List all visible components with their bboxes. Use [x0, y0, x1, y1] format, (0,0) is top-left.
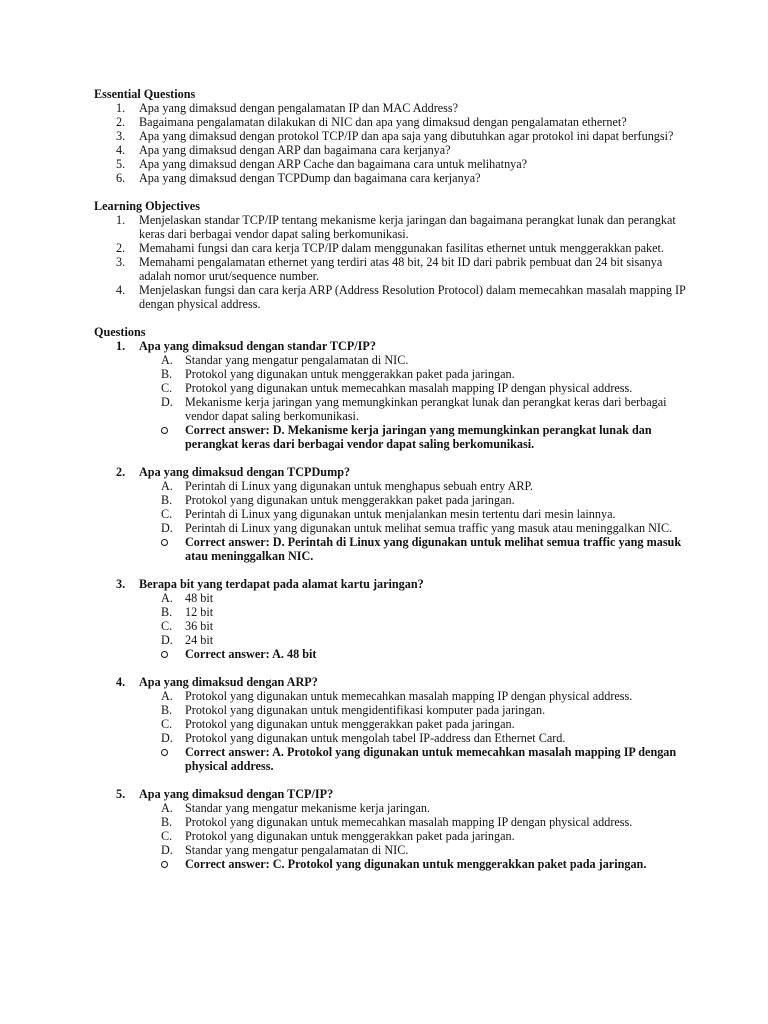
- item-text: Apa yang dimaksud dengan pengalamatan IP dan MAC Address?: [139, 101, 459, 115]
- option-item: [139, 605, 694, 619]
- option-letter: C.: [161, 381, 173, 395]
- item-number: 3.: [116, 129, 126, 143]
- question-number: 2.: [116, 465, 126, 479]
- question-text: Apa yang dimaksud dengan standar TCP/IP?: [139, 339, 376, 353]
- option-letter: C.: [161, 717, 173, 731]
- option-item: [139, 829, 694, 843]
- option-letter: D.: [161, 843, 173, 857]
- essential-questions-section: [94, 87, 694, 185]
- option-letter: A.: [161, 801, 173, 815]
- option-letter: A.: [161, 689, 173, 703]
- option-text: Standar yang mengatur pengalamatan di NIC.: [185, 353, 409, 367]
- item-number: 2.: [116, 241, 126, 255]
- list-item: [94, 255, 694, 283]
- option-text: Protokol yang digunakan untuk mengolah tabel IP-address dan Ethernet Card.: [185, 731, 566, 745]
- answer-text: Correct answer: D. Perintah di Linux yang digunakan untuk melihat semua traffic yang masuk atau meninggalkan NIC.: [185, 535, 682, 563]
- item-number: 2.: [116, 115, 126, 129]
- item-number: 1.: [116, 101, 126, 115]
- question-text: Apa yang dimaksud dengan ARP?: [139, 675, 318, 689]
- list-item: [94, 129, 694, 143]
- item-text: Apa yang dimaksud dengan ARP Cache dan bagaimana cara untuk melihatnya?: [139, 157, 528, 171]
- item-number: 5.: [116, 157, 126, 171]
- option-letter: D.: [161, 633, 173, 647]
- option-item: [139, 381, 694, 395]
- options-list: [139, 801, 694, 871]
- option-text: Perintah di Linux yang digunakan untuk menjalankan mesin tertentu dari mesin lainnya.: [185, 507, 616, 521]
- option-text: Protokol yang digunakan untuk mengidentifikasi komputer pada jaringan.: [185, 703, 546, 717]
- item-text: Apa yang dimaksud dengan ARP dan bagaimana cara kerjanya?: [139, 143, 451, 157]
- question-item: [94, 339, 694, 451]
- correct-answer: [139, 857, 694, 871]
- questions-heading: Questions: [94, 325, 146, 339]
- question-number: 4.: [116, 675, 126, 689]
- question-text: Apa yang dimaksud dengan TCPDump?: [139, 465, 351, 479]
- option-item: [139, 703, 694, 717]
- option-item: [139, 493, 694, 507]
- list-item: [94, 283, 694, 311]
- correct-answer: [139, 745, 694, 773]
- list-item: [94, 101, 694, 115]
- item-number: 4.: [116, 283, 126, 297]
- option-text: 48 bit: [185, 591, 214, 605]
- option-text: Perintah di Linux yang digunakan untuk menghapus sebuah entry ARP.: [185, 479, 533, 493]
- question-number: 5.: [116, 787, 126, 801]
- option-letter: B.: [161, 703, 173, 717]
- list-item: [94, 241, 694, 255]
- item-text: Apa yang dimaksud dengan protokol TCP/IP dan apa saja yang dibutuhkan agar protokol ini dapat berfungsi?: [139, 129, 674, 143]
- option-text: Standar yang mengatur mekanisme kerja jaringan.: [185, 801, 431, 815]
- option-text: Protokol yang digunakan untuk menggerakkan paket pada jaringan.: [185, 367, 515, 381]
- option-letter: A.: [161, 353, 173, 367]
- option-text: Protokol yang digunakan untuk menggerakkan paket pada jaringan.: [185, 717, 515, 731]
- option-text: Standar yang mengatur pengalamatan di NIC.: [185, 843, 409, 857]
- option-text: Mekanisme kerja jaringan yang memungkinkan perangkat lunak dan perangkat keras dari berbagai vendor dapat saling berkomunikasi.: [185, 395, 667, 423]
- option-item: [139, 815, 694, 829]
- option-letter: B.: [161, 367, 173, 381]
- question-item: [94, 577, 694, 661]
- answer-text: Correct answer: D. Mekanisme kerja jaringan yang memungkinkan perangkat lunak dan perangkat keras dari berbagai vendor dapat saling berkomunikasi.: [185, 423, 652, 451]
- option-letter: A.: [161, 479, 173, 493]
- bullet-circle-icon: [161, 427, 168, 434]
- option-item: [139, 507, 694, 521]
- option-letter: D.: [161, 395, 173, 409]
- questions-list: [94, 339, 694, 871]
- bullet-circle-icon: [161, 651, 168, 658]
- options-list: [139, 353, 694, 451]
- option-item: [139, 619, 694, 633]
- item-text: Memahami fungsi dan cara kerja TCP/IP dalam menggunakan fasilitas ethernet untuk menggerakkan paket.: [139, 241, 664, 255]
- list-item: [94, 115, 694, 129]
- question-number: 1.: [116, 339, 126, 353]
- correct-answer: [139, 647, 694, 661]
- item-text: Menjelaskan fungsi dan cara kerja ARP (Address Resolution Protocol) dalam memecahkan masalah mapping IP dengan physical address.: [139, 283, 686, 311]
- option-letter: C.: [161, 619, 173, 633]
- options-list: [139, 479, 694, 563]
- bullet-circle-icon: [161, 749, 168, 756]
- item-number: 1.: [116, 213, 126, 227]
- option-text: Protokol yang digunakan untuk memecahkan masalah mapping IP dengan physical address.: [185, 815, 633, 829]
- correct-answer: [139, 535, 694, 563]
- option-letter: C.: [161, 829, 173, 843]
- option-item: [139, 367, 694, 381]
- option-item: [139, 395, 694, 423]
- options-list: [139, 689, 694, 773]
- options-list: [139, 591, 694, 661]
- option-text: Protokol yang digunakan untuk menggerakkan paket pada jaringan.: [185, 493, 515, 507]
- list-item: [94, 213, 694, 241]
- document-page: [94, 87, 694, 885]
- bullet-circle-icon: [161, 861, 168, 868]
- option-letter: B.: [161, 815, 173, 829]
- option-letter: D.: [161, 731, 173, 745]
- list-item: [94, 171, 694, 185]
- item-number: 4.: [116, 143, 126, 157]
- answer-text: Correct answer: C. Protokol yang digunakan untuk menggerakkan paket pada jaringan.: [185, 857, 647, 871]
- item-text: Bagaimana pengalamatan dilakukan di NIC dan apa yang dimaksud dengan pengalamatan ethernet?: [139, 115, 627, 129]
- option-item: [139, 521, 694, 535]
- option-item: [139, 633, 694, 647]
- option-text: 24 bit: [185, 633, 214, 647]
- option-item: [139, 353, 694, 367]
- item-number: 6.: [116, 171, 126, 185]
- bullet-circle-icon: [161, 539, 168, 546]
- learning-objectives-list: [94, 213, 694, 311]
- option-item: [139, 717, 694, 731]
- correct-answer: [139, 423, 694, 451]
- questions-section: [94, 325, 694, 871]
- list-item: [94, 143, 694, 157]
- essential-questions-heading: Essential Questions: [94, 87, 196, 101]
- question-number: 3.: [116, 577, 126, 591]
- answer-text: Correct answer: A. 48 bit: [185, 647, 317, 661]
- answer-text: Correct answer: A. Protokol yang digunakan untuk memecahkan masalah mapping IP dengan physical address.: [185, 745, 677, 773]
- item-text: Apa yang dimaksud dengan TCPDump dan bagaimana cara kerjanya?: [139, 171, 481, 185]
- item-text: Menjelaskan standar TCP/IP tentang mekanisme kerja jaringan dan bagaimana perangkat lunak dan perangkat keras dari berbagai vendor dapat saling berkomunikasi.: [139, 213, 676, 241]
- option-letter: A.: [161, 591, 173, 605]
- question-item: [94, 465, 694, 563]
- option-item: [139, 591, 694, 605]
- question-item: [94, 787, 694, 871]
- question-text: Berapa bit yang terdapat pada alamat kartu jaringan?: [139, 577, 424, 591]
- essential-questions-list: [94, 101, 694, 185]
- option-letter: D.: [161, 521, 173, 535]
- option-letter: C.: [161, 507, 173, 521]
- item-number: 3.: [116, 255, 126, 269]
- learning-objectives-section: [94, 199, 694, 311]
- option-text: Protokol yang digunakan untuk menggerakkan paket pada jaringan.: [185, 829, 515, 843]
- option-item: [139, 479, 694, 493]
- option-text: Protokol yang digunakan untuk memecahkan masalah mapping IP dengan physical address.: [185, 689, 633, 703]
- item-text: Memahami pengalamatan ethernet yang terdiri atas 48 bit, 24 bit ID dari pabrik pembuat dan 24 bit sisanya adalah nomor urut/sequence number.: [139, 255, 663, 283]
- option-item: [139, 689, 694, 703]
- option-text: Perintah di Linux yang digunakan untuk melihat semua traffic yang masuk atau meninggalkan NIC.: [185, 521, 673, 535]
- learning-objectives-heading: Learning Objectives: [94, 199, 200, 213]
- option-letter: B.: [161, 605, 173, 619]
- question-text: Apa yang dimaksud dengan TCP/IP?: [139, 787, 334, 801]
- option-text: 36 bit: [185, 619, 214, 633]
- option-item: [139, 801, 694, 815]
- question-item: [94, 675, 694, 773]
- option-text: Protokol yang digunakan untuk memecahkan masalah mapping IP dengan physical address.: [185, 381, 633, 395]
- option-text: 12 bit: [185, 605, 214, 619]
- option-letter: B.: [161, 493, 173, 507]
- list-item: [94, 157, 694, 171]
- option-item: [139, 843, 694, 857]
- option-item: [139, 731, 694, 745]
